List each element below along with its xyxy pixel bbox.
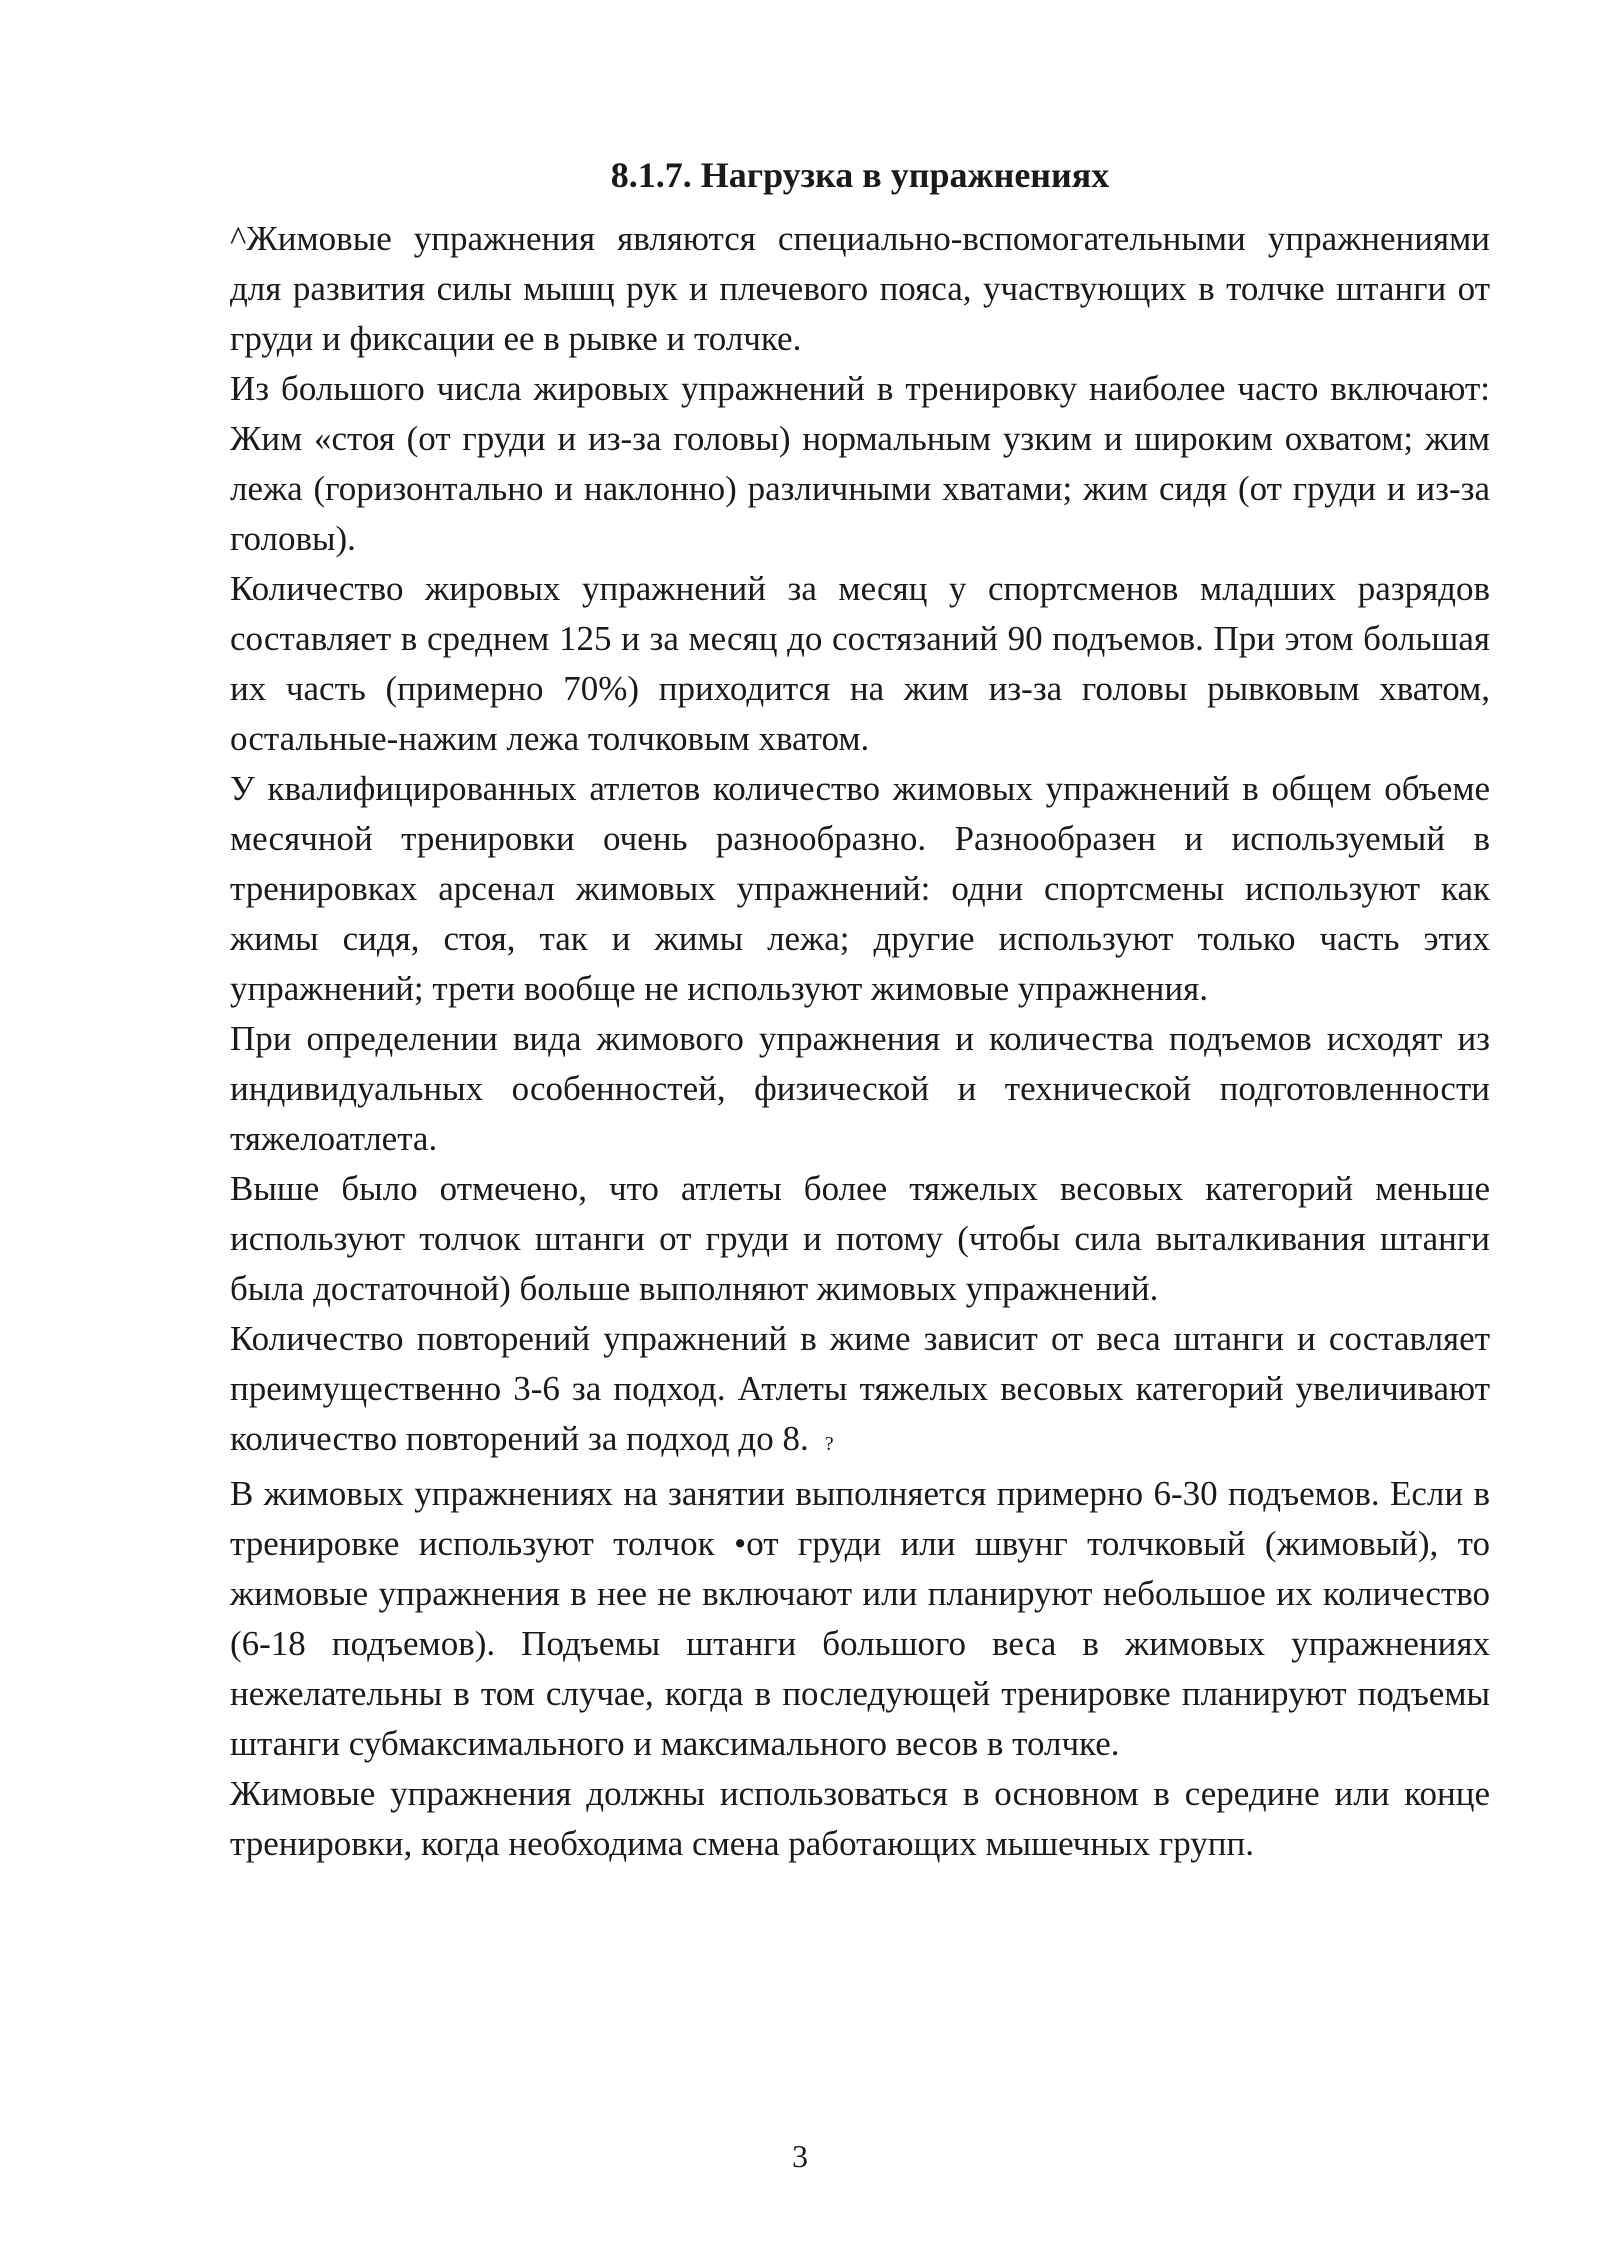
paragraph-2: Из большого числа жировых упражнений в тренировку наиболее часто включают: Жим «стоя (от груди и из-за головы) нормальным узким и широким охватом; жим лежа (горизонтально и наклонно) различными хватами; жим сидя (от груди и из-за головы). xyxy=(230,369,1490,558)
paragraph-3: Количество жировых упражнений за месяц у спортсменов младших разрядов составляет в среднем 125 и за месяц до состязаний 90 подъемов. При этом большая их часть (примерно 70%) приходится на жим из-за головы рывковым хватом, остальные-нажим лежа толчковым хватом. xyxy=(230,569,1490,758)
paragraph-7-text: Количество повторений упражнений в жиме зависит от веса штанги и составляет преимущественно 3-6 за подход. Атлеты тяжелых весовых категорий увеличивают количество повторений за подход до 8. xyxy=(230,1319,1490,1458)
paragraph-1: ^Жимовые упражнения являются специально-вспомогательными упражнениями для развития силы мышц рук и плечевого пояса, участвующих в толчке штанги от груди и фиксации ее в рывке и толчке. xyxy=(230,219,1490,358)
paragraph-5: При определении вида жимового упражнения и количества подъемов исходят из индивидуальных особенностей, физической и технической подготовленности тяжелоатлета. xyxy=(230,1019,1490,1158)
page-number: 3 xyxy=(792,2138,808,2174)
paragraph-8: В жимовых упражнениях на занятии выполняется примерно 6-30 подъемов. Если в тренировке используют толчок •от груди или швунг толчковый (жимовый), то жимовые упражнения в нее не включают или планируют небольшое их количество (6-18 подъемов). Подъемы штанги большого веса в жимовых упражнениях нежелательны в том случае, когда в последующей тренировке планируют подъемы штанги субмаксимального и максимального весов в толчке. xyxy=(230,1474,1490,1763)
paragraph-9: Жимовые упражнения должны использоваться в основном в середине или конце тренировки, когда необходима смена работающих мышечных групп. xyxy=(230,1774,1490,1863)
body-text xyxy=(230,214,1490,1869)
paragraph-7 xyxy=(230,1314,1490,1469)
stray-question-mark: ? xyxy=(824,1433,834,1455)
paragraph-4: У квалифицированных атлетов количество жимовых упражнений в общем объеме месячной тренировки очень разнообразно. Разнообразен и используемый в тренировках арсенал жимовых упражнений: одни спортсмены используют как жимы сидя, стоя, так и жимы лежа; другие используют только часть этих упражнений; трети вообще не используют жимовые упражнения. xyxy=(230,769,1490,1008)
paragraph-6: Выше было отмечено, что атлеты более тяжелых весовых категорий меньше используют толчок штанги от груди и потому (чтобы сила выталкивания штанги была достаточной) больше выполняют жимовых упражнений. xyxy=(230,1169,1490,1308)
section-heading: 8.1.7. Нагрузка в упражнениях xyxy=(610,155,1110,195)
